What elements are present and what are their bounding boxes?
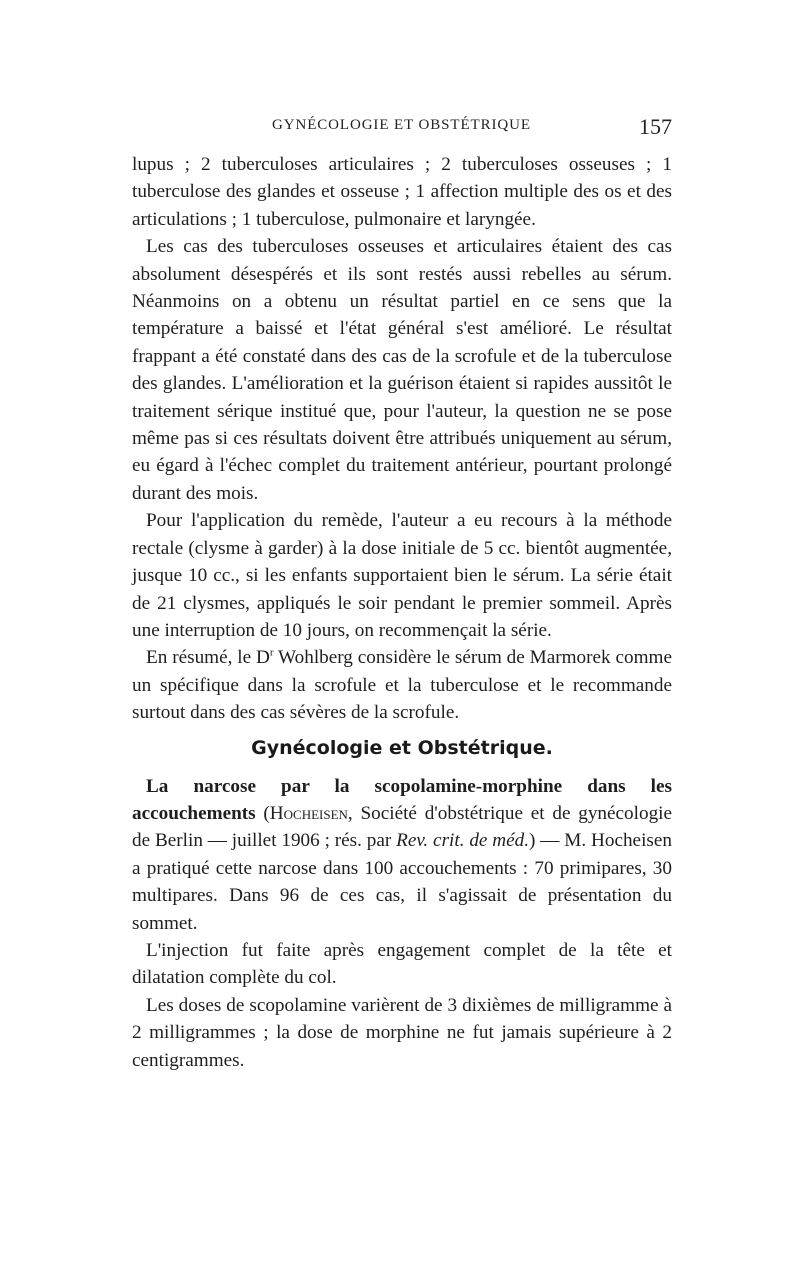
running-head: [132, 114, 672, 141]
running-title: GYNÉCOLOGIE ET OBSTÉTRIQUE: [272, 117, 531, 133]
page-number: 157: [639, 114, 672, 139]
article-paragraph-doses: Les doses de scopolamine varièrent de 3 dixièmes de milligramme à 2 milligrammes ; la dose de morphine ne fut jamais supérieure à 2 centigrammes.: [132, 994, 672, 1071]
body-text: [132, 151, 672, 1074]
paragraph-continuation: lupus ; 2 tuberculoses articulaires ; 2 tuberculoses osseuses ; 1 tuberculose des glandes et osseuse ; 1 affection multiple des os et des articulations ; 1 tuberculose, pulmonaire et laryngée.: [132, 154, 672, 230]
doctor-superscript: r: [269, 646, 274, 659]
article-author: Hocheisen: [269, 802, 348, 824]
paragraph-bone-tuberculosis: Les cas des tuberculoses osseuses et articulaires étaient des cas absolument désespérés et ils sont restés aussi rebelles au sérum. Néanmoins on a obtenu un résultat partiel en ce sens que la température a baissé et l'état général s'est amélioré. Le résultat frappant a été constaté dans des cas de la scrofule et de la tuberculose des glandes. L'amélioration et la guérison étaient si rapides aussitôt le traitement sérique institué que, pour l'auteur, la question ne se pose même pas si ces résultats doivent être attribués uniquement au sérum, eu égard à l'échec complet du traitement antérieur, pourtant prolongé durant des mois.: [132, 236, 672, 504]
summary-text-end: Wohlberg considère le sérum de Marmorek comme un spécifique dans la scrofule et la tuberculose et le recommande surtout dans des cas sévères de la scrofule.: [132, 647, 672, 724]
article-paragraph-intro: La narcose par la scopolamine-morphine dans les accouchements (Hocheisen, Société d'obstétrique et de gynécologie de Berlin — juillet 1906 ; rés. par Rev. crit. de méd.) — M. Hocheisen a pratiqué cette narcose dans 100 accouchements : 70 primipares, 30 multipares. Dans 96 de ces cas, il s'agissait de présentation du sommet.: [132, 775, 673, 934]
article-journal: Rev. crit. de méd.: [396, 830, 530, 852]
article-summary: ) — M. Hocheisen a pratiqué cette narcose dans 100 accouchements : 70 primipares, 30 multipares. Dans 96 de ces cas, il s'agissait de présentation du sommet.: [132, 830, 672, 934]
article-title: La narcose par la scopolamine-morphine dans les accouchements: [132, 775, 672, 824]
article-source: , Société d'obstétrique et de gynécologie de Berlin — juillet 1906 ; rés. par: [132, 802, 673, 852]
summary-text-start: En résumé, le D: [146, 647, 270, 669]
paragraph-summary: [132, 644, 672, 726]
paragraph-application: Pour l'application du remède, l'auteur a eu recours à la méthode rectale (clysme à garder) à la dose initiale de 5 cc. bientôt augmentée, jusque 10 cc., si les enfants supportaient bien le sérum. La série était de 21 clysmes, appliqués le soir pendant le premier sommeil. Après une interruption de 10 jours, on recommençait la série.: [132, 510, 672, 641]
article-paragraph-injection: L'injection fut faite après engagement complet de la tête et dilatation complète du col.: [132, 939, 672, 989]
section-heading: Gynécologie et Obstétrique.: [251, 736, 553, 759]
